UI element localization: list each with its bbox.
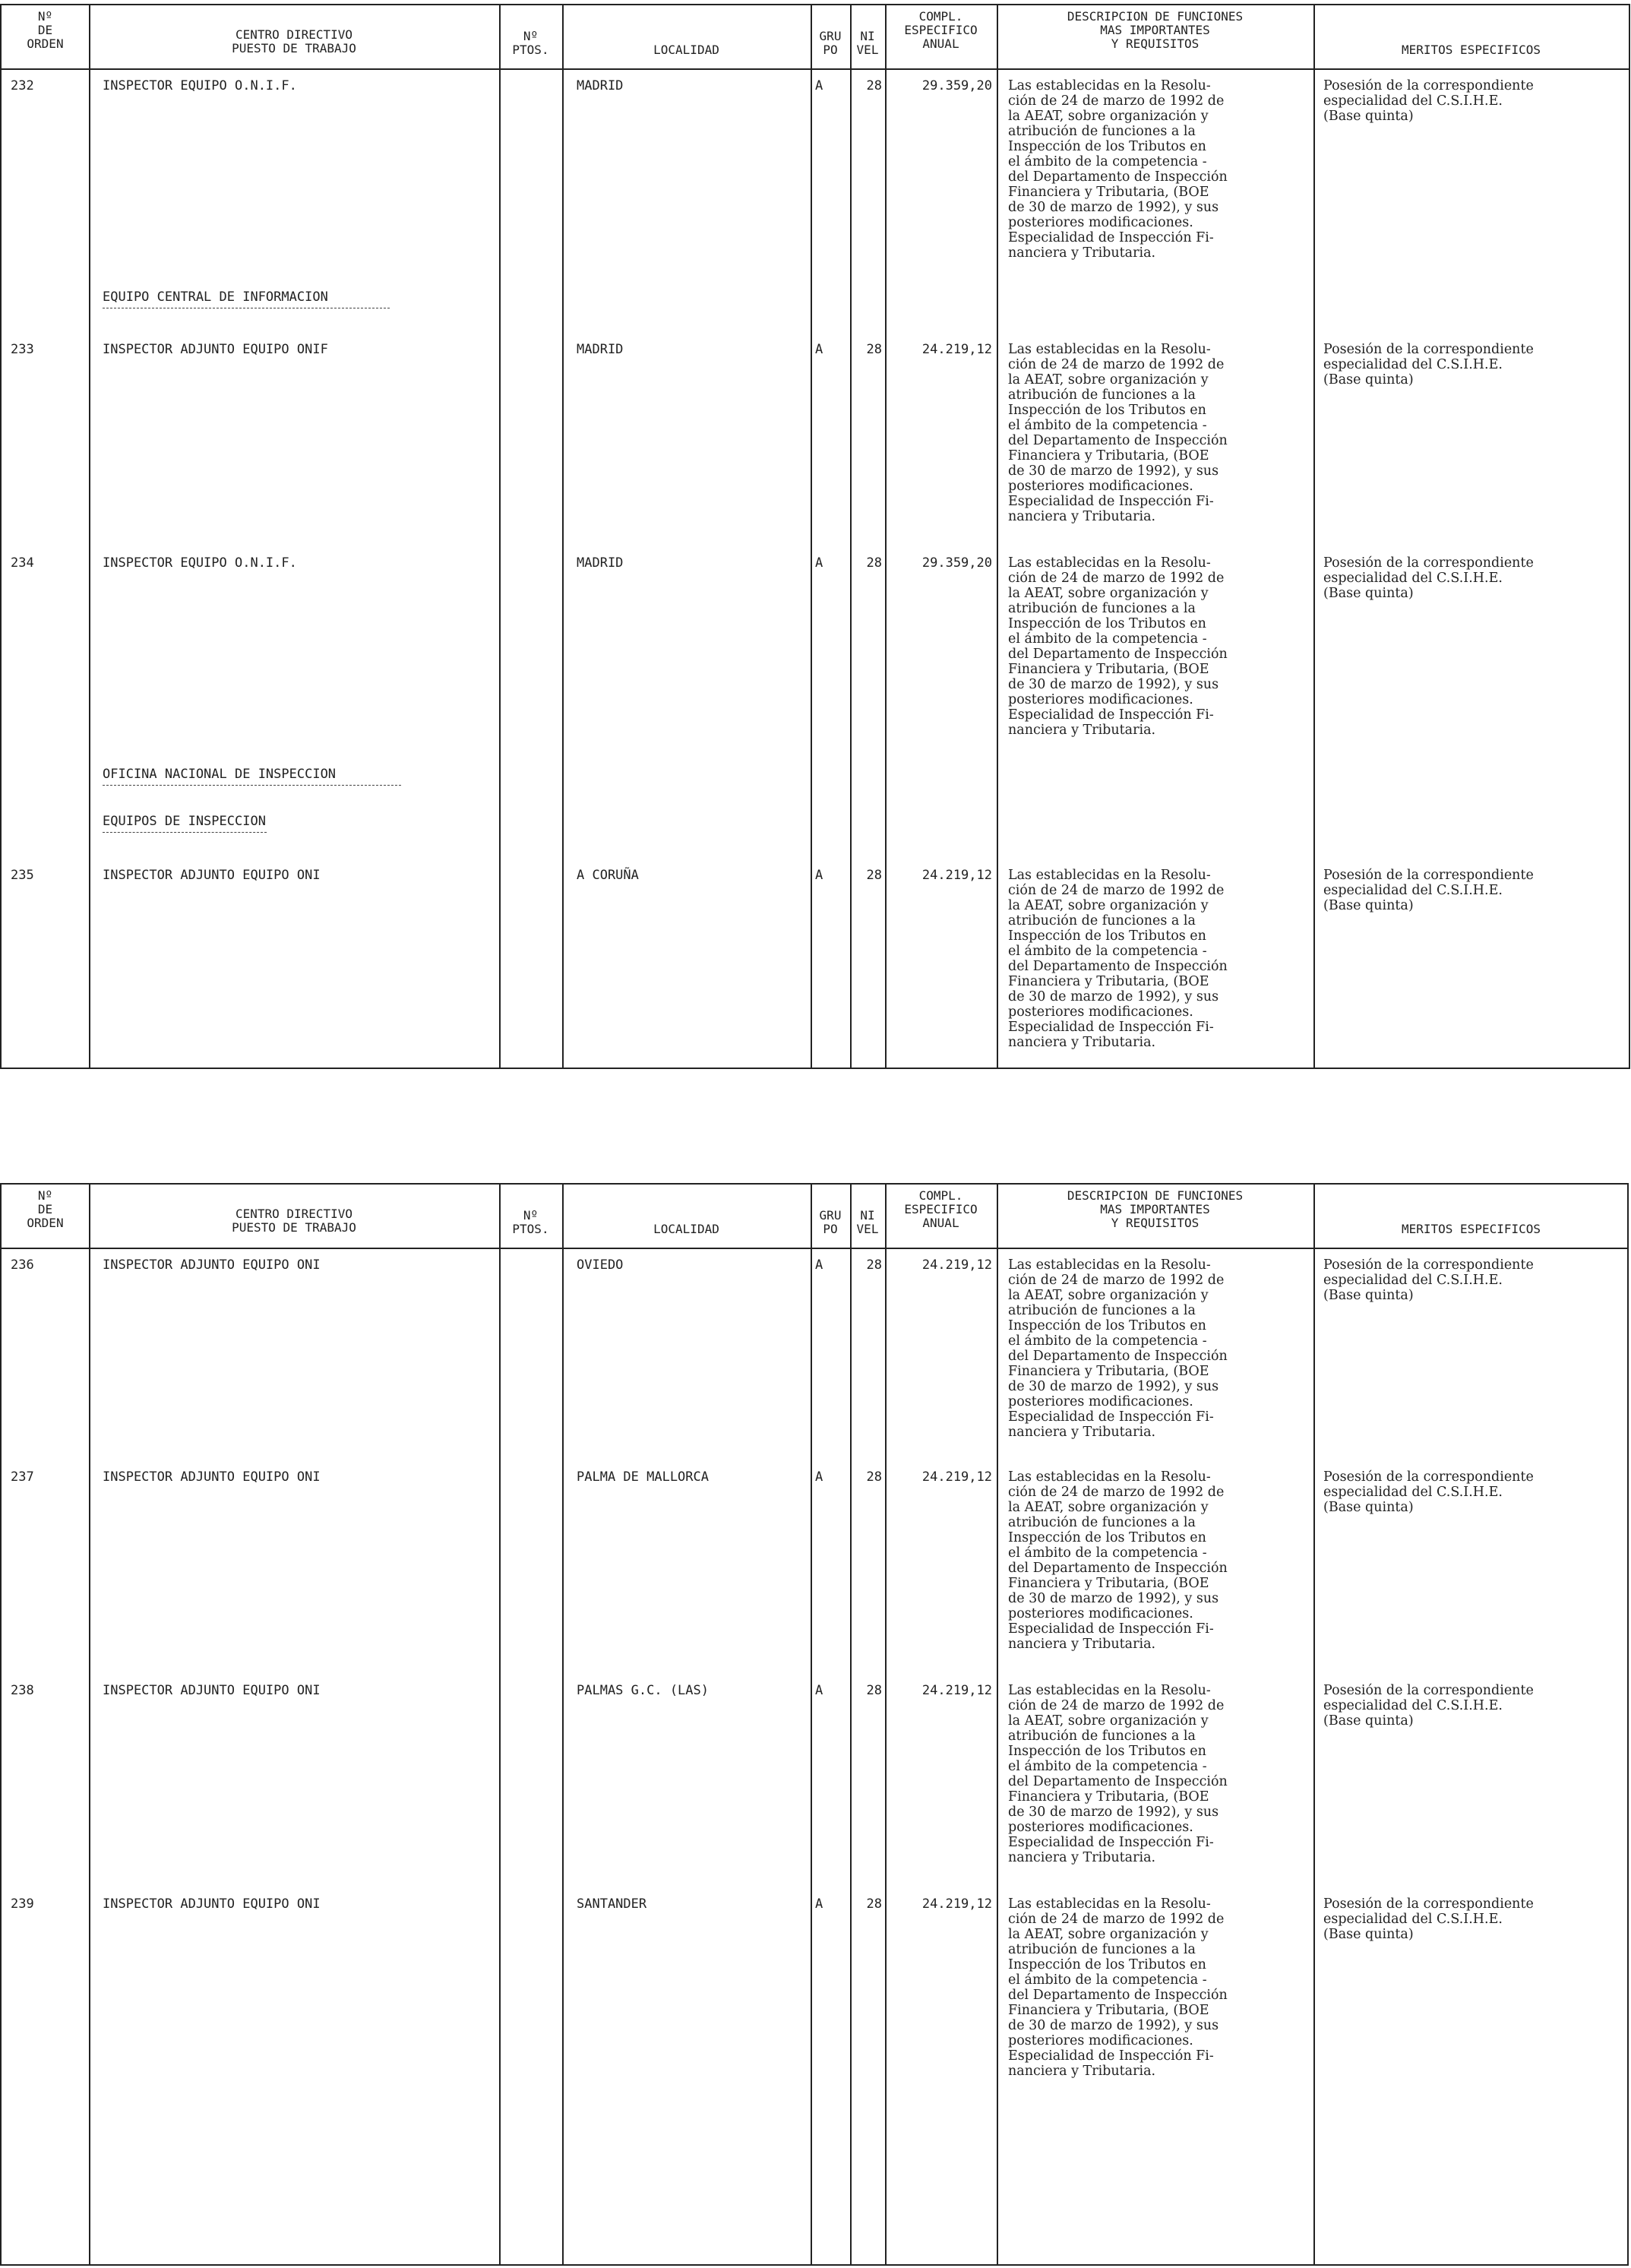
row-grupo: A xyxy=(815,1257,823,1273)
row-complemento: 29.359,20 xyxy=(921,555,992,571)
description-line: Las establecidas en la Resolu- xyxy=(1008,1469,1211,1485)
row-grupo: A xyxy=(815,78,823,93)
merit-line: (Base quinta) xyxy=(1323,1713,1414,1729)
description-line: atribución de funciones a la xyxy=(1008,124,1196,139)
description-line: ción de 24 de marzo de 1992 de xyxy=(1008,357,1225,372)
merit-line: (Base quinta) xyxy=(1323,1927,1414,1942)
header-orden: Nº DE ORDEN xyxy=(27,1188,64,1230)
description-line: posteriores modificaciones. xyxy=(1008,1820,1193,1835)
column-divider xyxy=(1313,1185,1315,2264)
row-nivel: 28 xyxy=(866,1683,882,1698)
header-puestos: Nº PTOS. xyxy=(512,29,549,57)
header-meritos: MERITOS ESPECIFICOS xyxy=(1401,43,1541,57)
row-puesto: INSPECTOR ADJUNTO EQUIPO ONI xyxy=(103,1257,321,1273)
description-line: atribución de funciones a la xyxy=(1008,1515,1196,1530)
description-line: Financiera y Tributaria, (BOE xyxy=(1008,185,1209,200)
description-line: de 30 de marzo de 1992), y sus xyxy=(1008,1379,1219,1394)
section-heading: OFICINA NACIONAL DE INSPECCION xyxy=(103,767,337,782)
header-descripcion: DESCRIPCION DE FUNCIONES MAS IMPORTANTES Y REQUISITOS xyxy=(1067,9,1244,51)
description-line: de 30 de marzo de 1992), y sus xyxy=(1008,677,1219,692)
description-line: del Departamento de Inspección xyxy=(1008,1988,1228,2003)
description-line: del Departamento de Inspección xyxy=(1008,169,1228,185)
description-line: del Departamento de Inspección xyxy=(1008,647,1228,662)
description-line: ción de 24 de marzo de 1992 de xyxy=(1008,1273,1225,1288)
description-line: ción de 24 de marzo de 1992 de xyxy=(1008,1698,1225,1713)
header-centro-directivo: CENTRO DIRECTIVO PUESTO DE TRABAJO xyxy=(232,27,356,55)
description-line: del Departamento de Inspección xyxy=(1008,959,1228,974)
row-descripcion xyxy=(1008,1896,1228,2079)
row-descripcion xyxy=(1008,1683,1228,1865)
header-complemento: COMPL. ESPECIFICO ANUAL xyxy=(904,9,978,51)
row-grupo: A xyxy=(815,1469,823,1485)
description-line: Inspección de los Tributos en xyxy=(1008,1957,1206,1972)
column-divider xyxy=(850,5,852,1068)
description-line: posteriores modificaciones. xyxy=(1008,479,1193,494)
row-nivel: 28 xyxy=(866,868,882,883)
description-line: Inspección de los Tributos en xyxy=(1008,616,1206,631)
row-grupo: A xyxy=(815,342,823,357)
description-line: la AEAT, sobre organización y xyxy=(1008,586,1209,601)
description-line: Las establecidas en la Resolu- xyxy=(1008,555,1211,571)
description-line: Las establecidas en la Resolu- xyxy=(1008,342,1211,357)
description-line: Especialidad de Inspección Fi- xyxy=(1008,1835,1214,1850)
description-line: Inspección de los Tributos en xyxy=(1008,1318,1206,1333)
header-orden: Nº DE ORDEN xyxy=(27,9,64,51)
merit-line: especialidad del C.S.I.H.E. xyxy=(1323,1698,1503,1713)
description-line: atribución de funciones a la xyxy=(1008,1729,1196,1744)
description-line: Financiera y Tributaria, (BOE xyxy=(1008,1576,1209,1591)
row-meritos xyxy=(1323,1683,1534,1729)
description-line: Financiera y Tributaria, (BOE xyxy=(1008,2003,1209,2018)
header-localidad: LOCALIDAD xyxy=(653,43,719,57)
row-descripcion xyxy=(1008,342,1228,524)
merit-line: Posesión de la correspondiente xyxy=(1323,342,1534,357)
row-descripcion xyxy=(1008,78,1228,261)
row-complemento: 24.219,12 xyxy=(921,1469,992,1485)
row-puesto: INSPECTOR EQUIPO O.N.I.F. xyxy=(103,78,297,93)
row-meritos xyxy=(1323,555,1534,601)
merit-line: (Base quinta) xyxy=(1323,372,1414,387)
description-line: Especialidad de Inspección Fi- xyxy=(1008,707,1214,723)
description-line: nanciera y Tributaria. xyxy=(1008,2064,1156,2079)
row-orden: 239 xyxy=(11,1896,34,1912)
merit-line: especialidad del C.S.I.H.E. xyxy=(1323,1485,1503,1500)
section-underline xyxy=(103,832,267,833)
description-line: Las establecidas en la Resolu- xyxy=(1008,1896,1211,1912)
description-line: la AEAT, sobre organización y xyxy=(1008,898,1209,913)
description-line: Especialidad de Inspección Fi- xyxy=(1008,2048,1214,2064)
merit-line: Posesión de la correspondiente xyxy=(1323,868,1534,883)
merit-line: Posesión de la correspondiente xyxy=(1323,1257,1534,1273)
description-line: la AEAT, sobre organización y xyxy=(1008,1500,1209,1515)
row-localidad: OVIEDO xyxy=(577,1257,624,1273)
description-line: atribución de funciones a la xyxy=(1008,1303,1196,1318)
row-complemento: 24.219,12 xyxy=(921,1683,992,1698)
description-line: el ámbito de la competencia - xyxy=(1008,1759,1207,1774)
row-descripcion xyxy=(1008,1257,1228,1440)
description-line: nanciera y Tributaria. xyxy=(1008,1637,1156,1652)
description-line: ción de 24 de marzo de 1992 de xyxy=(1008,1485,1225,1500)
row-meritos xyxy=(1323,1257,1534,1303)
row-localidad: PALMA DE MALLORCA xyxy=(577,1469,709,1485)
header-puestos: Nº PTOS. xyxy=(512,1208,549,1236)
row-orden: 236 xyxy=(11,1257,34,1273)
row-puesto: INSPECTOR EQUIPO O.N.I.F. xyxy=(103,555,297,571)
description-line: el ámbito de la competencia - xyxy=(1008,631,1207,647)
row-localidad: PALMAS G.C. (LAS) xyxy=(577,1683,709,1698)
column-divider xyxy=(811,5,812,1068)
row-grupo: A xyxy=(815,868,823,883)
row-puesto: INSPECTOR ADJUNTO EQUIPO ONI xyxy=(103,1683,321,1698)
column-divider xyxy=(562,1185,564,2264)
description-line: atribución de funciones a la xyxy=(1008,387,1196,403)
description-line: posteriores modificaciones. xyxy=(1008,1606,1193,1621)
row-localidad: SANTANDER xyxy=(577,1896,647,1912)
merit-line: Posesión de la correspondiente xyxy=(1323,1469,1534,1485)
description-line: el ámbito de la competencia - xyxy=(1008,154,1207,169)
row-nivel: 28 xyxy=(866,1896,882,1912)
description-line: la AEAT, sobre organización y xyxy=(1008,1713,1209,1729)
description-line: la AEAT, sobre organización y xyxy=(1008,109,1209,124)
column-divider xyxy=(1313,5,1315,1068)
description-line: atribución de funciones a la xyxy=(1008,913,1196,928)
description-line: posteriores modificaciones. xyxy=(1008,692,1193,707)
row-orden: 233 xyxy=(11,342,34,357)
row-nivel: 28 xyxy=(866,78,882,93)
description-line: Especialidad de Inspección Fi- xyxy=(1008,1621,1214,1637)
row-localidad: MADRID xyxy=(577,555,624,571)
section-heading: EQUIPOS DE INSPECCION xyxy=(103,814,266,829)
merit-line: (Base quinta) xyxy=(1323,1288,1414,1303)
row-descripcion xyxy=(1008,868,1228,1050)
description-line: Inspección de los Tributos en xyxy=(1008,139,1206,154)
description-line: posteriores modificaciones. xyxy=(1008,1004,1193,1020)
row-orden: 237 xyxy=(11,1469,34,1485)
row-orden: 235 xyxy=(11,868,34,883)
description-line: del Departamento de Inspección xyxy=(1008,433,1228,448)
description-line: de 30 de marzo de 1992), y sus xyxy=(1008,2018,1219,2033)
column-divider xyxy=(850,1185,852,2264)
row-orden: 232 xyxy=(11,78,34,93)
column-divider xyxy=(89,1185,90,2264)
description-line: posteriores modificaciones. xyxy=(1008,1394,1193,1409)
description-line: nanciera y Tributaria. xyxy=(1008,723,1156,738)
column-divider xyxy=(499,5,501,1068)
header-complemento: COMPL. ESPECIFICO ANUAL xyxy=(904,1188,978,1230)
merit-line: (Base quinta) xyxy=(1323,109,1414,124)
header-grupo: GRU PO xyxy=(819,29,842,57)
description-line: de 30 de marzo de 1992), y sus xyxy=(1008,1591,1219,1606)
merit-line: Posesión de la correspondiente xyxy=(1323,78,1534,93)
description-line: la AEAT, sobre organización y xyxy=(1008,372,1209,387)
description-line: Financiera y Tributaria, (BOE xyxy=(1008,1364,1209,1379)
row-descripcion xyxy=(1008,555,1228,738)
row-meritos xyxy=(1323,342,1534,387)
row-orden: 234 xyxy=(11,555,34,571)
header-grupo: GRU PO xyxy=(819,1208,842,1236)
column-divider xyxy=(997,5,998,1068)
description-line: de 30 de marzo de 1992), y sus xyxy=(1008,200,1219,215)
table-2 xyxy=(0,1183,1629,2266)
row-complemento: 24.219,12 xyxy=(921,868,992,883)
description-line: nanciera y Tributaria. xyxy=(1008,245,1156,261)
merit-line: (Base quinta) xyxy=(1323,898,1414,913)
description-line: Las establecidas en la Resolu- xyxy=(1008,78,1211,93)
description-line: la AEAT, sobre organización y xyxy=(1008,1927,1209,1942)
header-meritos: MERITOS ESPECIFICOS xyxy=(1401,1222,1541,1236)
description-line: atribución de funciones a la xyxy=(1008,1942,1196,1957)
header-divider xyxy=(2,68,1629,70)
description-line: del Departamento de Inspección xyxy=(1008,1349,1228,1364)
column-divider xyxy=(885,5,887,1068)
merit-line: Posesión de la correspondiente xyxy=(1323,555,1534,571)
description-line: Financiera y Tributaria, (BOE xyxy=(1008,448,1209,463)
description-line: Inspección de los Tributos en xyxy=(1008,1744,1206,1759)
description-line: Especialidad de Inspección Fi- xyxy=(1008,1409,1214,1425)
row-nivel: 28 xyxy=(866,1469,882,1485)
description-line: Financiera y Tributaria, (BOE xyxy=(1008,1789,1209,1805)
description-line: la AEAT, sobre organización y xyxy=(1008,1288,1209,1303)
row-complemento: 24.219,12 xyxy=(921,342,992,357)
description-line: el ámbito de la competencia - xyxy=(1008,944,1207,959)
description-line: el ámbito de la competencia - xyxy=(1008,1545,1207,1561)
description-line: del Departamento de Inspección xyxy=(1008,1561,1228,1576)
column-divider xyxy=(885,1185,887,2264)
row-meritos xyxy=(1323,868,1534,913)
row-complemento: 24.219,12 xyxy=(921,1257,992,1273)
description-line: Especialidad de Inspección Fi- xyxy=(1008,1020,1214,1035)
merit-line: especialidad del C.S.I.H.E. xyxy=(1323,1273,1503,1288)
row-meritos xyxy=(1323,1896,1534,1942)
merit-line: especialidad del C.S.I.H.E. xyxy=(1323,571,1503,586)
column-divider xyxy=(499,1185,501,2264)
row-orden: 238 xyxy=(11,1683,34,1698)
description-line: Inspección de los Tributos en xyxy=(1008,403,1206,418)
column-divider xyxy=(997,1185,998,2264)
description-line: el ámbito de la competencia - xyxy=(1008,418,1207,433)
row-complemento: 29.359,20 xyxy=(921,78,992,93)
header-nivel: NI VEL xyxy=(856,29,879,57)
header-descripcion: DESCRIPCION DE FUNCIONES MAS IMPORTANTES Y REQUISITOS xyxy=(1067,1188,1244,1230)
header-divider xyxy=(2,1248,1627,1249)
row-grupo: A xyxy=(815,1896,823,1912)
description-line: nanciera y Tributaria. xyxy=(1008,1425,1156,1440)
description-line: Inspección de los Tributos en xyxy=(1008,928,1206,944)
description-line: Las establecidas en la Resolu- xyxy=(1008,868,1211,883)
section-heading: EQUIPO CENTRAL DE INFORMACION xyxy=(103,289,328,305)
description-line: Financiera y Tributaria, (BOE xyxy=(1008,974,1209,989)
description-line: el ámbito de la competencia - xyxy=(1008,1333,1207,1349)
description-line: nanciera y Tributaria. xyxy=(1008,1850,1156,1865)
row-meritos xyxy=(1323,1469,1534,1515)
header-localidad: LOCALIDAD xyxy=(653,1222,719,1236)
row-localidad: MADRID xyxy=(577,78,624,93)
description-line: de 30 de marzo de 1992), y sus xyxy=(1008,463,1219,479)
description-line: ción de 24 de marzo de 1992 de xyxy=(1008,1912,1225,1927)
table-1 xyxy=(0,4,1630,1069)
merit-line: (Base quinta) xyxy=(1323,586,1414,601)
description-line: posteriores modificaciones. xyxy=(1008,2033,1193,2048)
section-underline xyxy=(103,785,401,786)
description-line: Inspección de los Tributos en xyxy=(1008,1530,1206,1545)
merit-line: Posesión de la correspondiente xyxy=(1323,1896,1534,1912)
description-line: de 30 de marzo de 1992), y sus xyxy=(1008,989,1219,1004)
description-line: nanciera y Tributaria. xyxy=(1008,509,1156,524)
description-line: atribución de funciones a la xyxy=(1008,601,1196,616)
description-line: Las establecidas en la Resolu- xyxy=(1008,1257,1211,1273)
row-grupo: A xyxy=(815,1683,823,1698)
description-line: de 30 de marzo de 1992), y sus xyxy=(1008,1805,1219,1820)
row-descripcion xyxy=(1008,1469,1228,1652)
description-line: posteriores modificaciones. xyxy=(1008,215,1193,230)
row-grupo: A xyxy=(815,555,823,571)
description-line: el ámbito de la competencia - xyxy=(1008,1972,1207,1988)
row-puesto: INSPECTOR ADJUNTO EQUIPO ONI xyxy=(103,1896,321,1912)
column-divider xyxy=(562,5,564,1068)
description-line: Especialidad de Inspección Fi- xyxy=(1008,494,1214,509)
description-line: Financiera y Tributaria, (BOE xyxy=(1008,662,1209,677)
column-divider xyxy=(89,5,90,1068)
row-localidad: A CORUÑA xyxy=(577,868,639,883)
description-line: ción de 24 de marzo de 1992 de xyxy=(1008,571,1225,586)
description-line: Las establecidas en la Resolu- xyxy=(1008,1683,1211,1698)
header-centro-directivo: CENTRO DIRECTIVO PUESTO DE TRABAJO xyxy=(232,1207,356,1235)
merit-line: especialidad del C.S.I.H.E. xyxy=(1323,883,1503,898)
description-line: nanciera y Tributaria. xyxy=(1008,1035,1156,1050)
column-divider xyxy=(811,1185,812,2264)
merit-line: Posesión de la correspondiente xyxy=(1323,1683,1534,1698)
row-localidad: MADRID xyxy=(577,342,624,357)
row-nivel: 28 xyxy=(866,555,882,571)
merit-line: (Base quinta) xyxy=(1323,1500,1414,1515)
description-line: ción de 24 de marzo de 1992 de xyxy=(1008,883,1225,898)
row-puesto: INSPECTOR ADJUNTO EQUIPO ONI xyxy=(103,868,321,883)
row-meritos xyxy=(1323,78,1534,124)
merit-line: especialidad del C.S.I.H.E. xyxy=(1323,93,1503,109)
row-nivel: 28 xyxy=(866,1257,882,1273)
description-line: ción de 24 de marzo de 1992 de xyxy=(1008,93,1225,109)
row-complemento: 24.219,12 xyxy=(921,1896,992,1912)
merit-line: especialidad del C.S.I.H.E. xyxy=(1323,357,1503,372)
merit-line: especialidad del C.S.I.H.E. xyxy=(1323,1912,1503,1927)
description-line: Especialidad de Inspección Fi- xyxy=(1008,230,1214,245)
header-nivel: NI VEL xyxy=(856,1208,879,1236)
row-puesto: INSPECTOR ADJUNTO EQUIPO ONIF xyxy=(103,342,328,357)
row-nivel: 28 xyxy=(866,342,882,357)
row-puesto: INSPECTOR ADJUNTO EQUIPO ONI xyxy=(103,1469,321,1485)
description-line: del Departamento de Inspección xyxy=(1008,1774,1228,1789)
